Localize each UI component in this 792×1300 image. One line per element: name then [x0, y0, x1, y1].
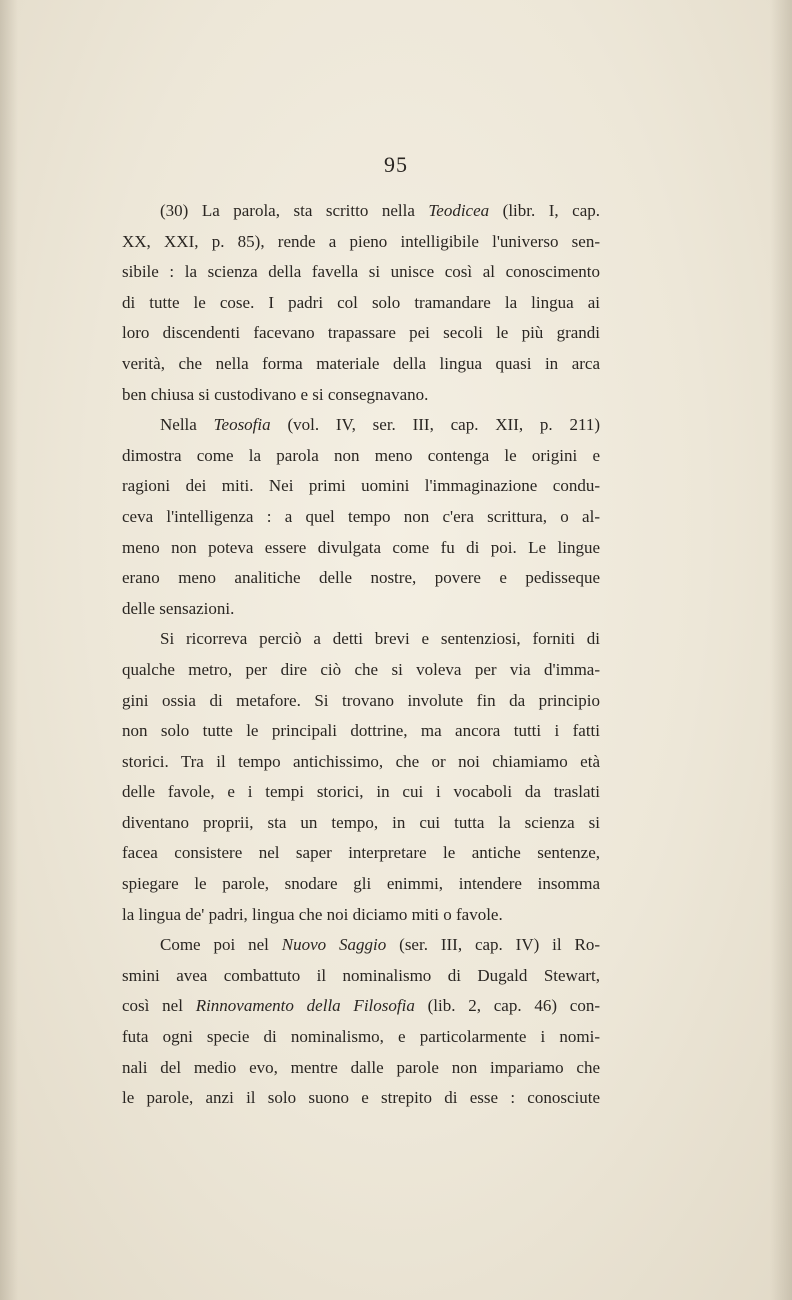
text-line: ben chiusa si custodivano e si consegnavano.: [122, 384, 429, 404]
text-line: le parole, anzi il solo suono e strepito di esse : conosciute: [122, 1088, 600, 1108]
text-line: ragioni dei miti. Nei primi uomini l'immaginazione condu-: [122, 476, 600, 496]
text-line: diventano proprii, sta un tempo, in cui tutta la scienza si: [122, 812, 600, 832]
text-line: sibile : la scienza della favella si unisce così al conoscimento: [122, 262, 600, 282]
text-line: loro discendenti facevano trapassare pei secoli le più grandi: [122, 323, 600, 343]
text-line: storici. Tra il tempo antichissimo, che or noi chiamiamo età: [122, 751, 600, 771]
text-line: dimostra come la parola non meno contenga le origini e: [122, 445, 600, 465]
page-right-edge: [770, 0, 792, 1300]
body-text: [122, 196, 600, 1114]
text-line: futa ogni specie di nominalismo, e particolarmente i nomi-: [122, 1027, 600, 1047]
text-line: Nella Teosofia (vol. IV, ser. III, cap. XII, p. 211): [160, 415, 600, 435]
text-line: di tutte le cose. I padri col solo tramandare la lingua ai: [122, 292, 600, 312]
text-line: la lingua de' padri, lingua che noi diciamo miti o favole.: [122, 904, 503, 924]
text-line: delle favole, e i tempi storici, in cui i vocaboli da traslati: [122, 782, 600, 802]
text-line: Come poi nel Nuovo Saggio (ser. III, cap. IV) il Ro-: [160, 935, 600, 955]
text-line: XX, XXI, p. 85), rende a pieno intelligibile l'universo sen-: [122, 231, 600, 251]
text-line: nali del medio evo, mentre dalle parole non impariamo che: [122, 1057, 600, 1077]
page-left-shadow: [0, 0, 18, 1300]
text-line: smini avea combattuto il nominalismo di Dugald Stewart,: [122, 965, 600, 985]
text-line: così nel Rinnovamento della Filosofia (lib. 2, cap. 46) con-: [122, 996, 600, 1016]
text-line: spiegare le parole, snodare gli enimmi, intendere insomma: [122, 874, 600, 894]
text-line: meno non poteva essere divulgata come fu di poi. Le lingue: [122, 537, 600, 557]
text-line: ceva l'intelligenza : a quel tempo non c'era scrittura, o al-: [122, 506, 600, 526]
page-number: 95: [384, 152, 408, 177]
text-line: gini ossia di metafore. Si trovano involute fin da principio: [122, 690, 600, 710]
text-line: non solo tutte le principali dottrine, ma ancora tutti i fatti: [122, 721, 600, 741]
text-line: facea consistere nel saper interpretare le antiche sentenze,: [122, 843, 600, 863]
text-line: delle sensazioni.: [122, 598, 235, 618]
text-line: Si ricorreva perciò a detti brevi e sentenziosi, forniti di: [160, 629, 600, 649]
text-line: erano meno analitiche delle nostre, povere e pedisseque: [122, 568, 600, 588]
text-line: qualche metro, per dire ciò che si voleva per via d'imma-: [122, 659, 600, 679]
text-line: (30) La parola, sta scritto nella Teodicea (libr. I, cap.: [160, 201, 600, 220]
text-line: verità, che nella forma materiale della lingua quasi in arca: [122, 353, 600, 373]
